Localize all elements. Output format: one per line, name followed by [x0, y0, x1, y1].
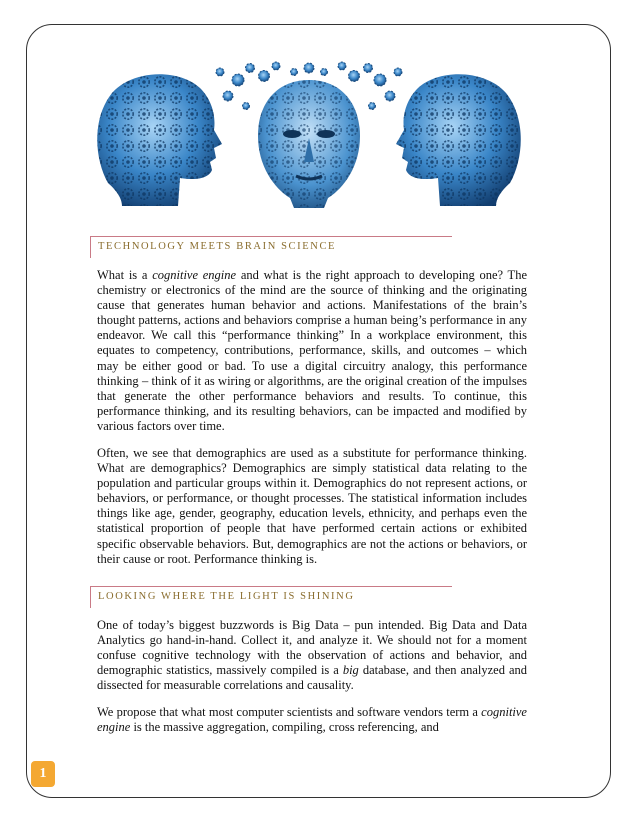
paragraph-proposal: We propose that what most computer scientists and software vendors term a cognitive engine is the massive aggregation, compiling, cross referencing, and [97, 705, 527, 735]
emphasis-cognitive-engine: cognitive engine [97, 705, 527, 735]
heads-with-gears-illustration [88, 58, 530, 208]
paragraph-cognitive-engine: What is a cognitive engine and what is the right approach to developing one? The chemistry or electronics of the mind are the source of thinking and the originating cause that generates human behavior and actions. Manifestations of the brain’s thought patterns, actions and behaviors comprise a human being’s performance in any endeavor. We call this “performance thinking” In a workplace environment, this equates to competency, contributions, performance, skills, and outcomes – which may be either good or bad. To use a digital circuitry analogy, this performance thinking – think of it as wiring or algorithms, are the original creation of the impulses that generate the other performance behaviors and results. To continue, this performance thinking, and its resulting behaviors, can be impacted and modified by various factors over time. [97, 268, 527, 433]
center-face [258, 80, 360, 208]
section-heading-light-shining [90, 586, 452, 608]
page-number-badge: 1 [31, 761, 55, 787]
emphasis-big: big [342, 663, 359, 678]
section-heading-text: TECHNOLOGY MEETS BRAIN SCIENCE [98, 241, 337, 252]
emphasis-cognitive-engine: cognitive engine [152, 268, 237, 282]
right-head-profile [396, 74, 521, 206]
section-heading-text: LOOKING WHERE THE LIGHT IS SHINING [98, 591, 355, 602]
left-head-profile [97, 74, 222, 206]
section-heading-technology [90, 236, 452, 258]
paragraph-big-data: One of today’s biggest buzzwords is Big Data – pun intended. Big Data and Data Analytics go hand-in-hand. Collect it, and analyze it. We should not for a moment confuse cognitive technology with the observation of actions and behavior, and demographic statistics, massively compiled is a big database, and then analyzed and dissected for measurable correlations and causality. [97, 618, 527, 693]
paragraph-demographics: Often, we see that demographics are used as a substitute for performance thinking. What are demographics? Demographics are simply statistical data relating to the population and particular groups within it. Demographics do not represent actions, or behaviors, or performance, or thought processes. The statistical information includes things like age, gender, geography, education levels, ethnicity, and perhaps even the statistical proportion of people that have performed certain actions or exhibited specific observable behaviors. But, demographics are not the actions or behaviors, or their cause or root. Performance thinking is. [97, 446, 527, 566]
